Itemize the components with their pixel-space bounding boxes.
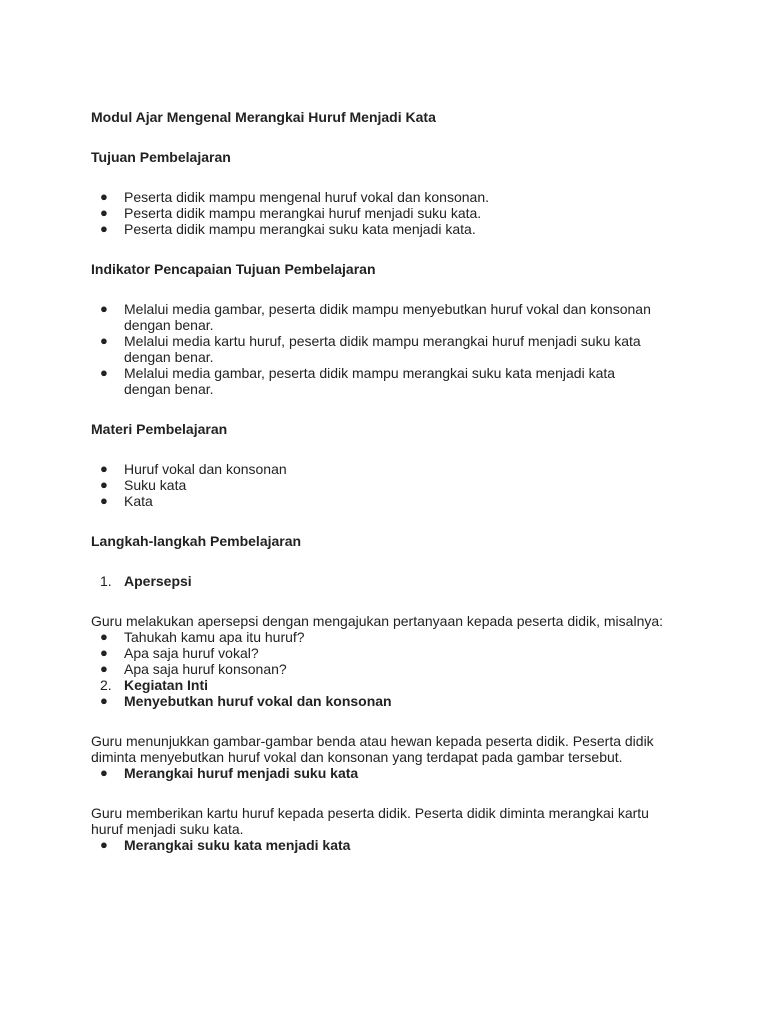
list-item: ● Melalui media gambar, peserta didik mampu menyebutkan huruf vokal dan konsonan dengan benar. — [100, 301, 651, 333]
step-number: 2. — [100, 677, 112, 693]
materi-heading: Materi Pembelajaran — [91, 421, 228, 437]
list-item: ● Kata — [100, 493, 153, 509]
list-item: ● Apa saja huruf vokal? — [100, 645, 259, 661]
list-item: ● Peserta didik mampu mengenal huruf vokal dan konsonan. — [100, 189, 489, 205]
bullet-icon: ● — [100, 837, 108, 852]
list-item: ● Suku kata — [100, 477, 187, 493]
apersepsi-paragraph: Guru melakukan apersepsi dengan mengajukan pertanyaan kepada peserta didik, misalnya: — [91, 613, 664, 629]
sub2-list — [91, 765, 691, 781]
document-title: Modul Ajar Mengenal Merangkai Huruf Menjadi Kata — [91, 109, 436, 125]
bullet-icon: ● — [100, 461, 108, 476]
list-item: ● Peserta didik mampu merangkai suku kata menjadi kata. — [100, 221, 476, 237]
bullet-icon: ● — [100, 661, 108, 676]
langkah-heading: Langkah-langkah Pembelajaran — [91, 533, 302, 549]
tujuan-heading: Tujuan Pembelajaran — [91, 149, 231, 165]
list-item: ● Melalui media kartu huruf, peserta didik mampu merangkai huruf menjadi suku kata dengan benar. — [100, 333, 641, 365]
list-item: ● Menyebutkan huruf vokal dan konsonan — [100, 693, 392, 709]
list-item: ● Peserta didik mampu merangkai huruf menjadi suku kata. — [100, 205, 482, 221]
bullet-icon: ● — [100, 629, 108, 644]
list-item: ● Tahukah kamu apa itu huruf? — [100, 629, 305, 645]
bullet-icon: ● — [100, 477, 108, 492]
bullet-icon: ● — [100, 365, 108, 380]
bullet-icon: ● — [100, 693, 108, 708]
bullet-icon: ● — [100, 765, 108, 780]
bullet-icon: ● — [100, 301, 108, 316]
indikator-list — [91, 301, 691, 397]
bullet-icon: ● — [100, 189, 108, 204]
bullet-icon: ● — [100, 221, 108, 236]
list-item: ● Melalui media gambar, peserta didik mampu merangkai suku kata menjadi kata dengan benar. — [100, 365, 616, 397]
sub2-paragraph: Guru memberikan kartu huruf kepada peserta didik. Peserta didik diminta merangkai kartu huruf menjadi suku kata. — [91, 805, 649, 837]
bullet-icon: ● — [100, 205, 108, 220]
sub1-paragraph: Guru menunjukkan gambar-gambar benda atau hewan kepada peserta didik. Peserta didik diminta menyebutkan huruf vokal dan konsonan yang terdapat pada gambar tersebut. — [91, 733, 654, 765]
bullet-icon: ● — [100, 493, 108, 508]
materi-list — [91, 461, 691, 509]
bullet-icon: ● — [100, 333, 108, 348]
questions-list — [91, 629, 691, 709]
document — [91, 109, 691, 853]
list-item: ● Apa saja huruf konsonan? — [100, 661, 287, 677]
list-item: ● Huruf vokal dan konsonan — [100, 461, 287, 477]
list-item: 1. Apersepsi — [100, 573, 192, 589]
step-number: 1. — [100, 573, 112, 589]
list-item: ● Merangkai huruf menjadi suku kata — [100, 765, 359, 781]
sub3-list — [91, 837, 691, 853]
bullet-icon: ● — [100, 645, 108, 660]
indikator-heading: Indikator Pencapaian Tujuan Pembelajaran — [91, 261, 376, 277]
list-item: ● Merangkai suku kata menjadi kata — [100, 837, 351, 853]
tujuan-list — [91, 189, 691, 237]
list-item: 2. Kegiatan Inti — [100, 677, 209, 693]
langkah-step-1 — [91, 573, 691, 589]
